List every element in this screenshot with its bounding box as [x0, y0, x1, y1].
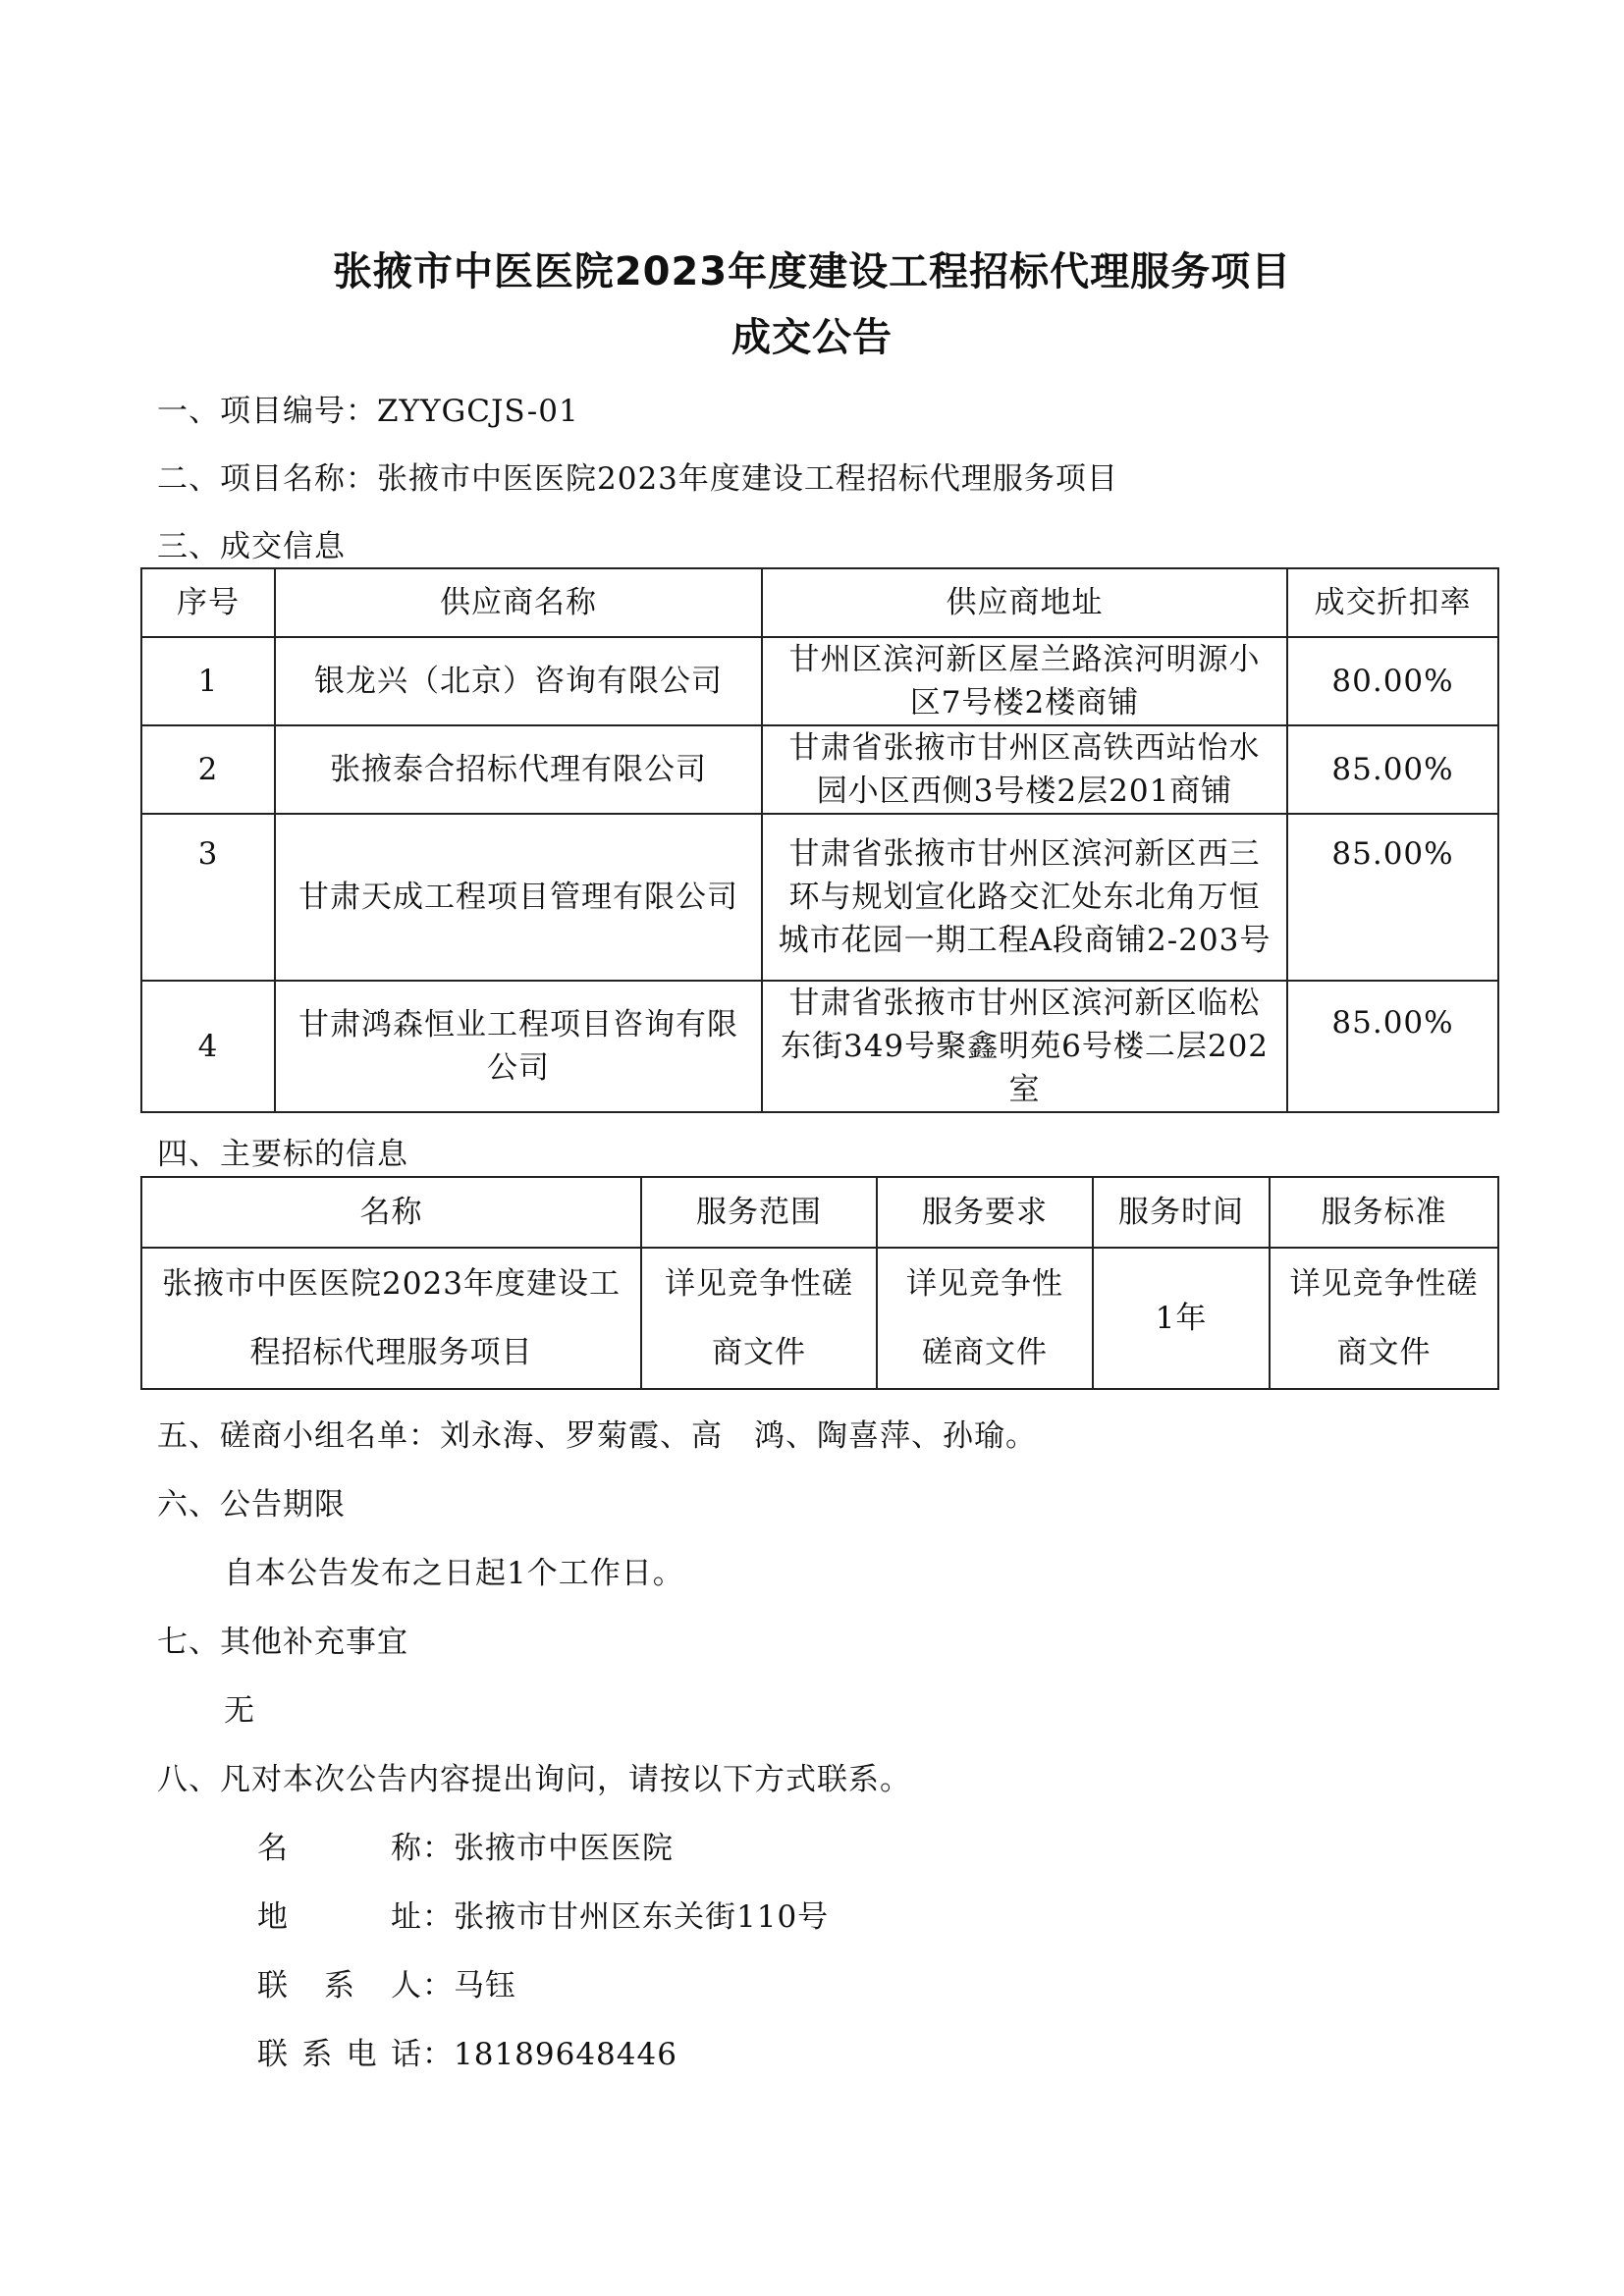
- contact-name: [257, 1823, 674, 1867]
- col-header-scope: 服务范围: [641, 1177, 877, 1248]
- subject-table: [140, 1176, 1499, 1390]
- cell-no: 3: [141, 814, 275, 981]
- table-header-row: [141, 1177, 1498, 1248]
- other-matters-text: 无: [224, 1693, 255, 1729]
- table-row: [141, 725, 1498, 814]
- section-notice-period: 六、公告期限: [157, 1487, 346, 1522]
- cell-time: 1年: [1093, 1248, 1270, 1389]
- table-header-row: [141, 568, 1498, 637]
- page-title: 张掖市中医医院2023年度建设工程招标代理服务项目: [332, 249, 1292, 294]
- col-header-address: 供应商地址: [762, 568, 1287, 637]
- cell-no: 1: [141, 637, 275, 725]
- cell-rate: 80.00%: [1287, 637, 1498, 725]
- cell-rate: 85.00%: [1287, 981, 1498, 1112]
- section-award-info: 三、成交信息: [157, 529, 346, 564]
- cell-name: 张掖市中医医院2023年度建设工程招标代理服务项目: [141, 1248, 641, 1389]
- award-table: [140, 567, 1499, 1113]
- notice-period-text: 自本公告发布之日起1个工作日。: [224, 1556, 684, 1591]
- cell-supplier: 甘肃鸿森恒业工程项目咨询有限公司: [275, 981, 762, 1112]
- contact-name-label: 名称: [257, 1831, 422, 1866]
- section-other-matters: 七、其他补充事宜: [157, 1625, 408, 1660]
- page-subtitle: 成交公告: [731, 315, 893, 360]
- table-row: [141, 1248, 1498, 1389]
- col-header-time: 服务时间: [1093, 1177, 1270, 1248]
- cell-rate: 85.00%: [1287, 725, 1498, 814]
- cell-address: 甘肃省张掖市甘州区滨河新区临松东街349号聚鑫明苑6号楼二层202室: [762, 981, 1287, 1112]
- cell-scope: 详见竞争性磋商文件: [641, 1248, 877, 1389]
- contact-person-label: 联系人: [257, 1968, 422, 2003]
- cell-no: 4: [141, 981, 275, 1112]
- contact-address-label: 地址: [257, 1899, 422, 1935]
- contact-phone: [257, 2029, 677, 2073]
- col-header-supplier: 供应商名称: [275, 568, 762, 637]
- col-header-no: 序号: [141, 568, 275, 637]
- project-name: 二、项目名称：张掖市中医医院2023年度建设工程招标代理服务项目: [157, 461, 1118, 497]
- contact-person-value: ：马钰: [422, 1968, 516, 2003]
- section-subject-info: 四、主要标的信息: [157, 1137, 408, 1172]
- cell-address: 甘州区滨河新区屋兰路滨河明源小区7号楼2楼商铺: [762, 637, 1287, 725]
- col-header-rate: 成交折扣率: [1287, 568, 1498, 637]
- cell-no: 2: [141, 725, 275, 814]
- table-row: [141, 814, 1498, 981]
- project-number: 一、项目编号：ZYYGCJS-01: [157, 394, 579, 429]
- cell-supplier: 甘肃天成工程项目管理有限公司: [275, 814, 762, 981]
- cell-supplier: 张掖泰合招标代理有限公司: [275, 725, 762, 814]
- col-header-standard: 服务标准: [1270, 1177, 1498, 1248]
- cell-address: 甘肃省张掖市甘州区滨河新区西三环与规划宣化路交汇处东北角万恒城市花园一期工程A段商铺2-203号: [762, 814, 1287, 981]
- col-header-name: 名称: [141, 1177, 641, 1248]
- cell-requirement: 详见竞争性磋商文件: [877, 1248, 1093, 1389]
- contact-person: [257, 1960, 516, 2004]
- contact-phone-value: ：18189648446: [422, 2037, 677, 2072]
- cell-supplier: 银龙兴（北京）咨询有限公司: [275, 637, 762, 725]
- contact-address: [257, 1892, 829, 1936]
- negotiation-panel: 五、磋商小组名单：刘永海、罗菊霞、高 鸿、陶喜萍、孙瑜。: [157, 1418, 1037, 1454]
- cell-rate: 85.00%: [1287, 814, 1498, 981]
- section-contact: 八、凡对本次公告内容提出询问，请按以下方式联系。: [157, 1762, 911, 1797]
- contact-address-value: ：张掖市甘州区东关街110号: [422, 1899, 830, 1935]
- contact-name-value: ：张掖市中医医院: [422, 1831, 674, 1866]
- table-row: [141, 637, 1498, 725]
- cell-standard: 详见竞争性磋商文件: [1270, 1248, 1498, 1389]
- table-row: [141, 981, 1498, 1112]
- contact-phone-label: 联系电话: [257, 2037, 422, 2072]
- col-header-requirement: 服务要求: [877, 1177, 1093, 1248]
- cell-address: 甘肃省张掖市甘州区高铁西站怡水园小区西侧3号楼2层201商铺: [762, 725, 1287, 814]
